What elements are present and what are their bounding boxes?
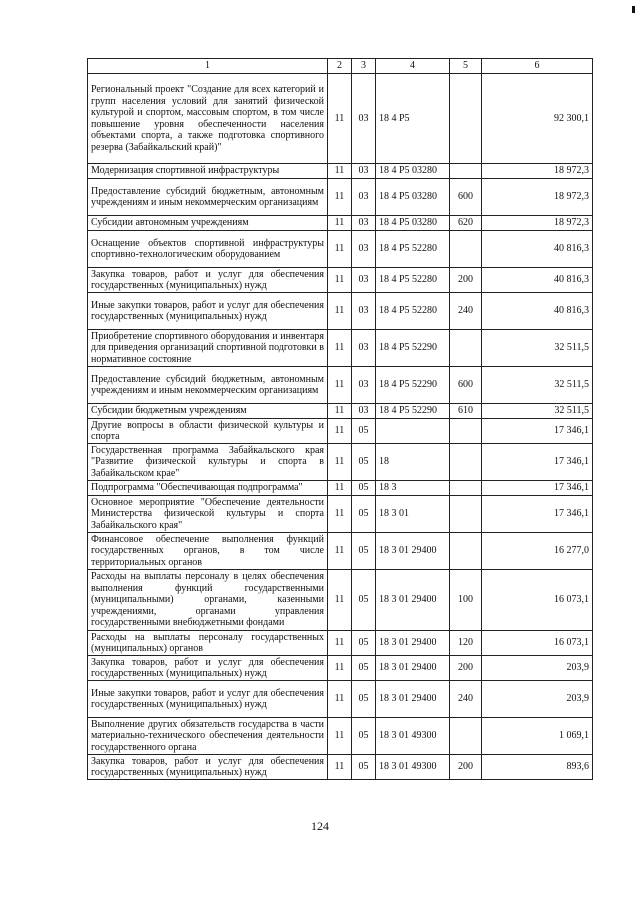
row-expense-type (450, 533, 482, 570)
row-subsection: 03 (352, 74, 376, 164)
table-row (88, 481, 593, 496)
row-target-code: 18 3 01 29400 (376, 631, 450, 656)
row-name: Предоставление субсидий бюджетным, автономным учреждениям и иным некоммерческим организациям (88, 367, 328, 404)
row-subsection: 05 (352, 533, 376, 570)
row-expense-type: 200 (450, 755, 482, 780)
row-target-code: 18 3 01 29400 (376, 681, 450, 718)
row-section: 11 (328, 681, 352, 718)
row-name: Финансовое обеспечение выполнения функций государственных органов, в том числе территориальных органов (88, 533, 328, 570)
row-subsection: 05 (352, 444, 376, 481)
row-section: 11 (328, 367, 352, 404)
row-subsection: 05 (352, 718, 376, 755)
row-subsection: 05 (352, 481, 376, 496)
row-expense-type (450, 231, 482, 268)
row-name: Модернизация спортивной инфраструктуры (88, 164, 328, 179)
row-expense-type (450, 444, 482, 481)
row-name: Предоставление субсидий бюджетным, автономным учреждениям и иным некоммерческим организациям (88, 179, 328, 216)
row-section: 11 (328, 74, 352, 164)
header-col-2: 2 (328, 59, 352, 74)
table-row (88, 755, 593, 780)
row-amount: 32 511,5 (482, 367, 593, 404)
row-name: Закупка товаров, работ и услуг для обеспечения государственных (муниципальных) нужд (88, 755, 328, 780)
row-section: 11 (328, 216, 352, 231)
table-row (88, 570, 593, 631)
row-target-code: 18 3 (376, 481, 450, 496)
row-amount: 16 277,0 (482, 533, 593, 570)
header-col-1: 1 (88, 59, 328, 74)
table-row (88, 718, 593, 755)
row-target-code: 18 (376, 444, 450, 481)
row-section: 11 (328, 330, 352, 367)
row-name: Подпрограмма "Обеспечивающая подпрограмма" (88, 481, 328, 496)
row-section: 11 (328, 164, 352, 179)
row-target-code: 18 4 P5 52290 (376, 367, 450, 404)
row-amount: 32 511,5 (482, 330, 593, 367)
row-target-code: 18 4 P5 52290 (376, 330, 450, 367)
row-amount: 17 346,1 (482, 481, 593, 496)
row-expense-type: 600 (450, 367, 482, 404)
row-target-code: 18 4 P5 52280 (376, 268, 450, 293)
row-section: 11 (328, 404, 352, 419)
row-expense-type: 620 (450, 216, 482, 231)
row-target-code: 18 4 P5 52290 (376, 404, 450, 419)
row-subsection: 05 (352, 496, 376, 533)
row-expense-type: 200 (450, 656, 482, 681)
row-name: Иные закупки товаров, работ и услуг для обеспечения государственных (муниципальных) нужд (88, 681, 328, 718)
table-row (88, 74, 593, 164)
header-col-3: 3 (352, 59, 376, 74)
table-row (88, 496, 593, 533)
header-col-6: 6 (482, 59, 593, 74)
row-section: 11 (328, 481, 352, 496)
row-subsection: 03 (352, 330, 376, 367)
row-subsection: 03 (352, 164, 376, 179)
table-row (88, 367, 593, 404)
table-row (88, 216, 593, 231)
row-target-code: 18 4 P5 (376, 74, 450, 164)
row-amount: 16 073,1 (482, 570, 593, 631)
row-section: 11 (328, 268, 352, 293)
row-amount: 18 972,3 (482, 179, 593, 216)
row-expense-type: 200 (450, 268, 482, 293)
page-number: 124 (311, 819, 329, 833)
row-target-code: 18 4 P5 03280 (376, 179, 450, 216)
row-section: 11 (328, 231, 352, 268)
row-amount: 203,9 (482, 656, 593, 681)
row-name: Оснащение объектов спортивной инфраструктуры спортивно-технологическим оборудованием (88, 231, 328, 268)
row-expense-type (450, 419, 482, 444)
row-amount: 1 069,1 (482, 718, 593, 755)
row-section: 11 (328, 293, 352, 330)
row-section: 11 (328, 419, 352, 444)
row-target-code: 18 3 01 29400 (376, 656, 450, 681)
row-expense-type: 240 (450, 681, 482, 718)
row-amount: 17 346,1 (482, 496, 593, 533)
row-name: Расходы на выплаты персоналу в целях обеспечения выполнения функций государственными (муниципальными) органами, казенными учреждениями, органами управления государственными внебюджетными фондами (88, 570, 328, 631)
row-name: Основное мероприятие "Обеспечение деятельности Министерства физической культуры и спорта Забайкальского края" (88, 496, 328, 533)
table-row (88, 444, 593, 481)
row-subsection: 05 (352, 755, 376, 780)
row-section: 11 (328, 755, 352, 780)
row-expense-type (450, 481, 482, 496)
row-expense-type (450, 164, 482, 179)
row-amount: 92 300,1 (482, 74, 593, 164)
row-name: Региональный проект "Создание для всех категорий и групп населения условий для занятий физической культурой и спортом, массовым спортом, в том числе повышение уровня обеспеченности населения объектами спорта, а также подготовка спортивного резерва (Забайкальский край)" (88, 74, 328, 164)
row-amount: 32 511,5 (482, 404, 593, 419)
table-row (88, 419, 593, 444)
table-row (88, 533, 593, 570)
row-subsection: 03 (352, 216, 376, 231)
row-subsection: 03 (352, 404, 376, 419)
header-col-4: 4 (376, 59, 450, 74)
row-section: 11 (328, 631, 352, 656)
row-subsection: 03 (352, 179, 376, 216)
scan-mark (632, 6, 635, 13)
row-section: 11 (328, 496, 352, 533)
budget-table-container (87, 58, 592, 780)
row-amount: 16 073,1 (482, 631, 593, 656)
row-subsection: 03 (352, 268, 376, 293)
row-amount: 17 346,1 (482, 419, 593, 444)
row-amount: 40 816,3 (482, 231, 593, 268)
table-row (88, 656, 593, 681)
row-expense-type: 120 (450, 631, 482, 656)
row-expense-type: 100 (450, 570, 482, 631)
row-target-code: 18 4 P5 03280 (376, 164, 450, 179)
row-subsection: 05 (352, 570, 376, 631)
row-target-code: 18 4 P5 03280 (376, 216, 450, 231)
row-subsection: 03 (352, 367, 376, 404)
row-target-code: 18 3 01 49300 (376, 718, 450, 755)
row-section: 11 (328, 533, 352, 570)
row-subsection: 05 (352, 631, 376, 656)
table-row (88, 404, 593, 419)
row-target-code: 18 3 01 (376, 496, 450, 533)
row-expense-type (450, 496, 482, 533)
row-subsection: 05 (352, 419, 376, 444)
row-amount: 203,9 (482, 681, 593, 718)
row-section: 11 (328, 570, 352, 631)
table-row (88, 231, 593, 268)
row-name: Субсидии бюджетным учреждениям (88, 404, 328, 419)
row-subsection: 05 (352, 681, 376, 718)
row-section: 11 (328, 444, 352, 481)
table-row (88, 631, 593, 656)
row-section: 11 (328, 656, 352, 681)
row-amount: 18 972,3 (482, 216, 593, 231)
row-target-code: 18 4 P5 52280 (376, 231, 450, 268)
budget-table (87, 58, 593, 780)
table-row (88, 293, 593, 330)
row-name: Выполнение других обязательств государства в части материально-технического обеспечения деятельности государственного органа (88, 718, 328, 755)
row-name: Субсидии автономным учреждениям (88, 216, 328, 231)
table-row (88, 268, 593, 293)
row-expense-type (450, 718, 482, 755)
row-name: Расходы на выплаты персоналу государственных (муниципальных) органов (88, 631, 328, 656)
row-expense-type: 610 (450, 404, 482, 419)
row-section: 11 (328, 179, 352, 216)
row-amount: 40 816,3 (482, 293, 593, 330)
row-name: Иные закупки товаров, работ и услуг для обеспечения государственных (муниципальных) нужд (88, 293, 328, 330)
table-row (88, 330, 593, 367)
row-target-code: 18 4 P5 52280 (376, 293, 450, 330)
row-amount: 893,6 (482, 755, 593, 780)
row-amount: 40 816,3 (482, 268, 593, 293)
row-target-code (376, 419, 450, 444)
table-row (88, 179, 593, 216)
row-subsection: 05 (352, 656, 376, 681)
row-subsection: 03 (352, 293, 376, 330)
row-expense-type (450, 74, 482, 164)
row-expense-type: 240 (450, 293, 482, 330)
row-name: Закупка товаров, работ и услуг для обеспечения государственных (муниципальных) нужд (88, 268, 328, 293)
row-target-code: 18 3 01 29400 (376, 570, 450, 631)
table-row (88, 681, 593, 718)
row-name: Государственная программа Забайкальского края "Развитие физической культуры и спорта в Забайкальском крае" (88, 444, 328, 481)
row-amount: 17 346,1 (482, 444, 593, 481)
row-expense-type: 600 (450, 179, 482, 216)
row-amount: 18 972,3 (482, 164, 593, 179)
table-row (88, 164, 593, 179)
header-col-5: 5 (450, 59, 482, 74)
header-row (88, 59, 593, 74)
row-name: Приобретение спортивного оборудования и инвентаря для приведения организаций спортивной подготовки в нормативное состояние (88, 330, 328, 367)
row-subsection: 03 (352, 231, 376, 268)
row-name: Закупка товаров, работ и услуг для обеспечения государственных (муниципальных) нужд (88, 656, 328, 681)
row-expense-type (450, 330, 482, 367)
row-target-code: 18 3 01 29400 (376, 533, 450, 570)
row-target-code: 18 3 01 49300 (376, 755, 450, 780)
row-name: Другие вопросы в области физической культуры и спорта (88, 419, 328, 444)
row-section: 11 (328, 718, 352, 755)
